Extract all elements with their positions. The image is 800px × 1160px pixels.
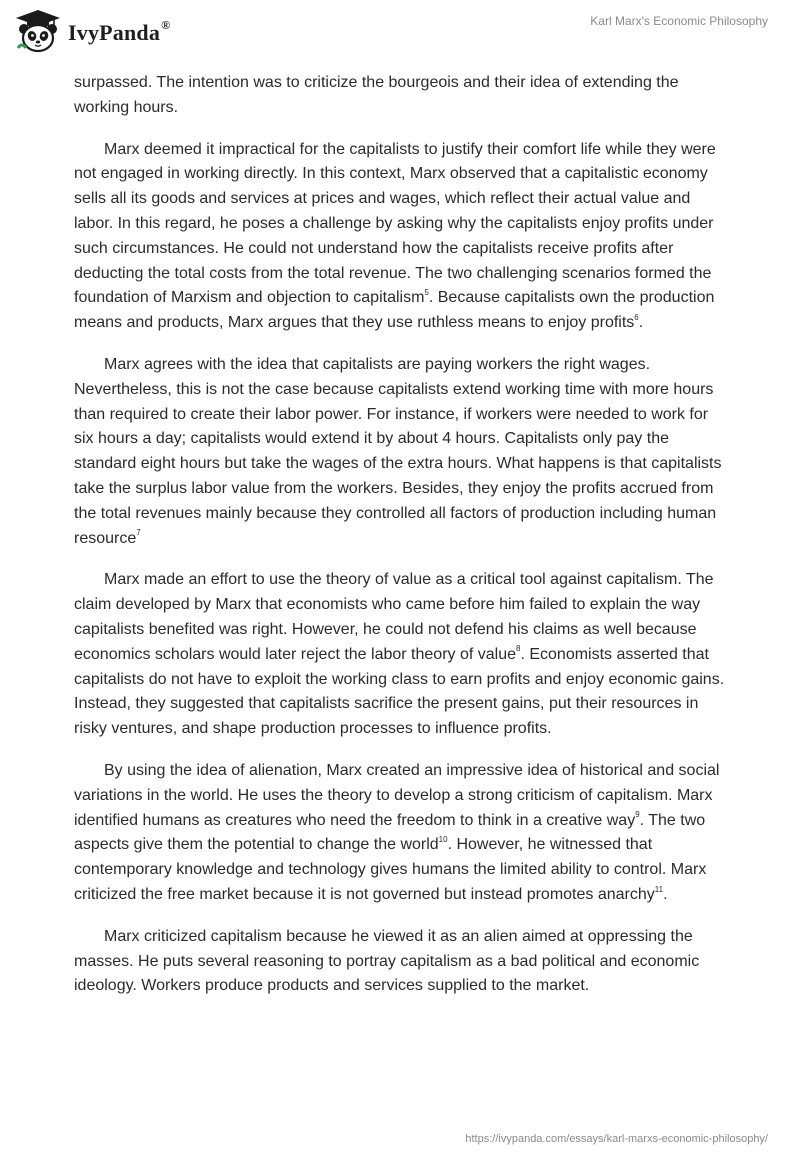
paragraph-text: . <box>638 314 644 332</box>
footnote-ref[interactable]: 10 <box>438 834 448 844</box>
paragraph <box>74 568 728 742</box>
footnote-ref[interactable]: 5 <box>424 288 429 298</box>
footnote-ref[interactable]: 7 <box>136 528 141 538</box>
paragraph-text: surpassed. The intention was to criticize the bourgeois and their idea of extending the working hours. <box>74 74 679 116</box>
paragraph-text: . However, he witnessed that contemporary knowledge and technology gives humans the limited ability to control. Marx criticized the free market because it is not governed but instead promotes anarchy <box>74 836 707 903</box>
footnote-ref[interactable]: 11 <box>654 884 664 894</box>
ivypanda-logo[interactable] <box>14 8 170 54</box>
page-header <box>0 0 800 66</box>
paragraph <box>74 759 728 908</box>
paragraph <box>74 925 728 999</box>
paragraph-text: . Economists asserted that capitalists do not have to exploit the working class to earn profits and enjoy economic gains. Instead, they suggested that capitalists sacrifice the present gains, put their resources in risky ventures, and shape production processes to influence profits. <box>74 645 725 738</box>
footnote-ref[interactable]: 9 <box>635 810 640 820</box>
footnote-ref[interactable]: 6 <box>634 312 639 322</box>
panda-graduate-icon <box>14 8 62 54</box>
paragraph <box>74 138 728 336</box>
footnote-ref[interactable]: 8 <box>516 644 521 654</box>
paragraph-text: Marx made an effort to use the theory of value as a critical tool against capitalism. The claim developed by Marx that economists who came before him failed to explain the way capitalists benefited was right. However, he could not defend his claims as well because economics scholars would later reject the labor theory of value <box>74 571 714 663</box>
paragraph <box>74 71 728 121</box>
document-title: Karl Marx's Economic Philosophy <box>590 14 768 28</box>
brand-name: IvyPanda® <box>68 18 171 45</box>
paragraph-text: . The two aspects give them the potential to change the world <box>74 811 706 854</box>
paragraph <box>74 353 728 551</box>
paragraph-text: Marx deemed it impractical for the capitalists to justify their comfort life while they were not engaged in working directly. In this context, Marx observed that a capitalistic economy sells all its goods and services at prices and wages, which reflect their actual value and labor. In this regard, he poses a challenge by asking why the capitalists enjoy profits under such circumstances. He could not understand how the capitalists receive profits after deducting the total costs from the total revenue. The two challenging scenarios formed the foundation of Marxism and objection to capitalism <box>74 140 716 307</box>
paragraph-text: By using the idea of alienation, Marx created an impressive idea of historical and social variations in the world. He uses the theory to develop a strong criticism of capitalism. Marx identified humans as creatures who need the freedom to think in a creative way <box>74 761 720 829</box>
paragraph-text: Marx agrees with the idea that capitalists are paying workers the right wages. Nevertheless, this is not the case because capitalists extend working time with more hours than required to create their labor power. For instance, if workers were needed to work for six hours a day; capitalists would extend it by about 4 hours. Capitalists only pay the standard eight hours but take the wages of the extra hours. What happens is that capitalists take the surplus labor value from the workers. Besides, they enjoy the profits accrued from the total revenues mainly because they controlled all factors of production including human resource <box>74 355 722 547</box>
footer-url[interactable]: https://ivypanda.com/essays/karl-marxs-economic-philosophy/ <box>465 1133 768 1145</box>
paragraph-text: Marx criticized capitalism because he viewed it as an alien aimed at oppressing the masses. He puts several reasoning to portray capitalism as a bad political and economic ideology. Workers produce products and services supplied to the market. <box>74 927 700 995</box>
paragraph-text: . <box>663 885 668 903</box>
paragraph-text: . Because capitalists own the production means and products, Marx argues that they use ruthless means to enjoy profits <box>74 289 715 332</box>
essay-body <box>74 71 728 1016</box>
